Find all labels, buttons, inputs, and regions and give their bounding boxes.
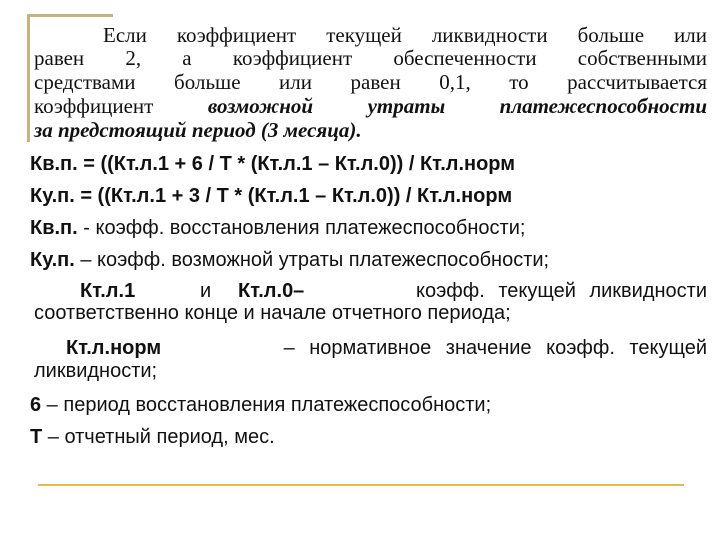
intro-emphasis: возможной утраты платежеспособности bbox=[207, 94, 708, 118]
decorative-frame-top bbox=[27, 14, 113, 17]
decorative-frame-left bbox=[27, 14, 30, 142]
definition-ktl-line-2: соответственно конце и начале отчетного периода; bbox=[34, 302, 511, 324]
intro-line-5: за предстоящий период (3 месяца). bbox=[34, 118, 362, 142]
bottom-divider bbox=[38, 484, 684, 486]
intro-line-4: коэффициент возможной утраты платежеспособности bbox=[34, 94, 708, 118]
definition-t: Т – отчетный период, мес. bbox=[30, 426, 275, 448]
definition-norm-line-2: ликвидности; bbox=[34, 360, 158, 382]
definition-six: 6 – период восстановления платежеспособности; bbox=[30, 394, 492, 416]
intro-line-1: Если коэффициент текущей ликвидности больше или bbox=[103, 23, 707, 47]
intro-line-3: средствами больше или равен 0,1, то рассчитывается bbox=[34, 70, 707, 94]
intro-line-2: равен 2, а коэффициент обеспеченности собственными bbox=[34, 46, 707, 70]
formula-kup: Ку.п. = ((Кт.л.1 + 3 / Т * (Кт.л.1 – Кт.л.0)) / Кт.л.норм bbox=[30, 185, 513, 207]
definition-kvp: Кв.п. - коэфф. восстановления платежеспособности; bbox=[30, 217, 526, 239]
definition-kup: Ку.п. – коэфф. возможной утраты платежеспособности; bbox=[30, 249, 550, 271]
formula-kvp: Кв.п. = ((Кт.л.1 + 6 / Т * (Кт.л.1 – Кт.л.0)) / Кт.л.норм bbox=[30, 153, 516, 175]
